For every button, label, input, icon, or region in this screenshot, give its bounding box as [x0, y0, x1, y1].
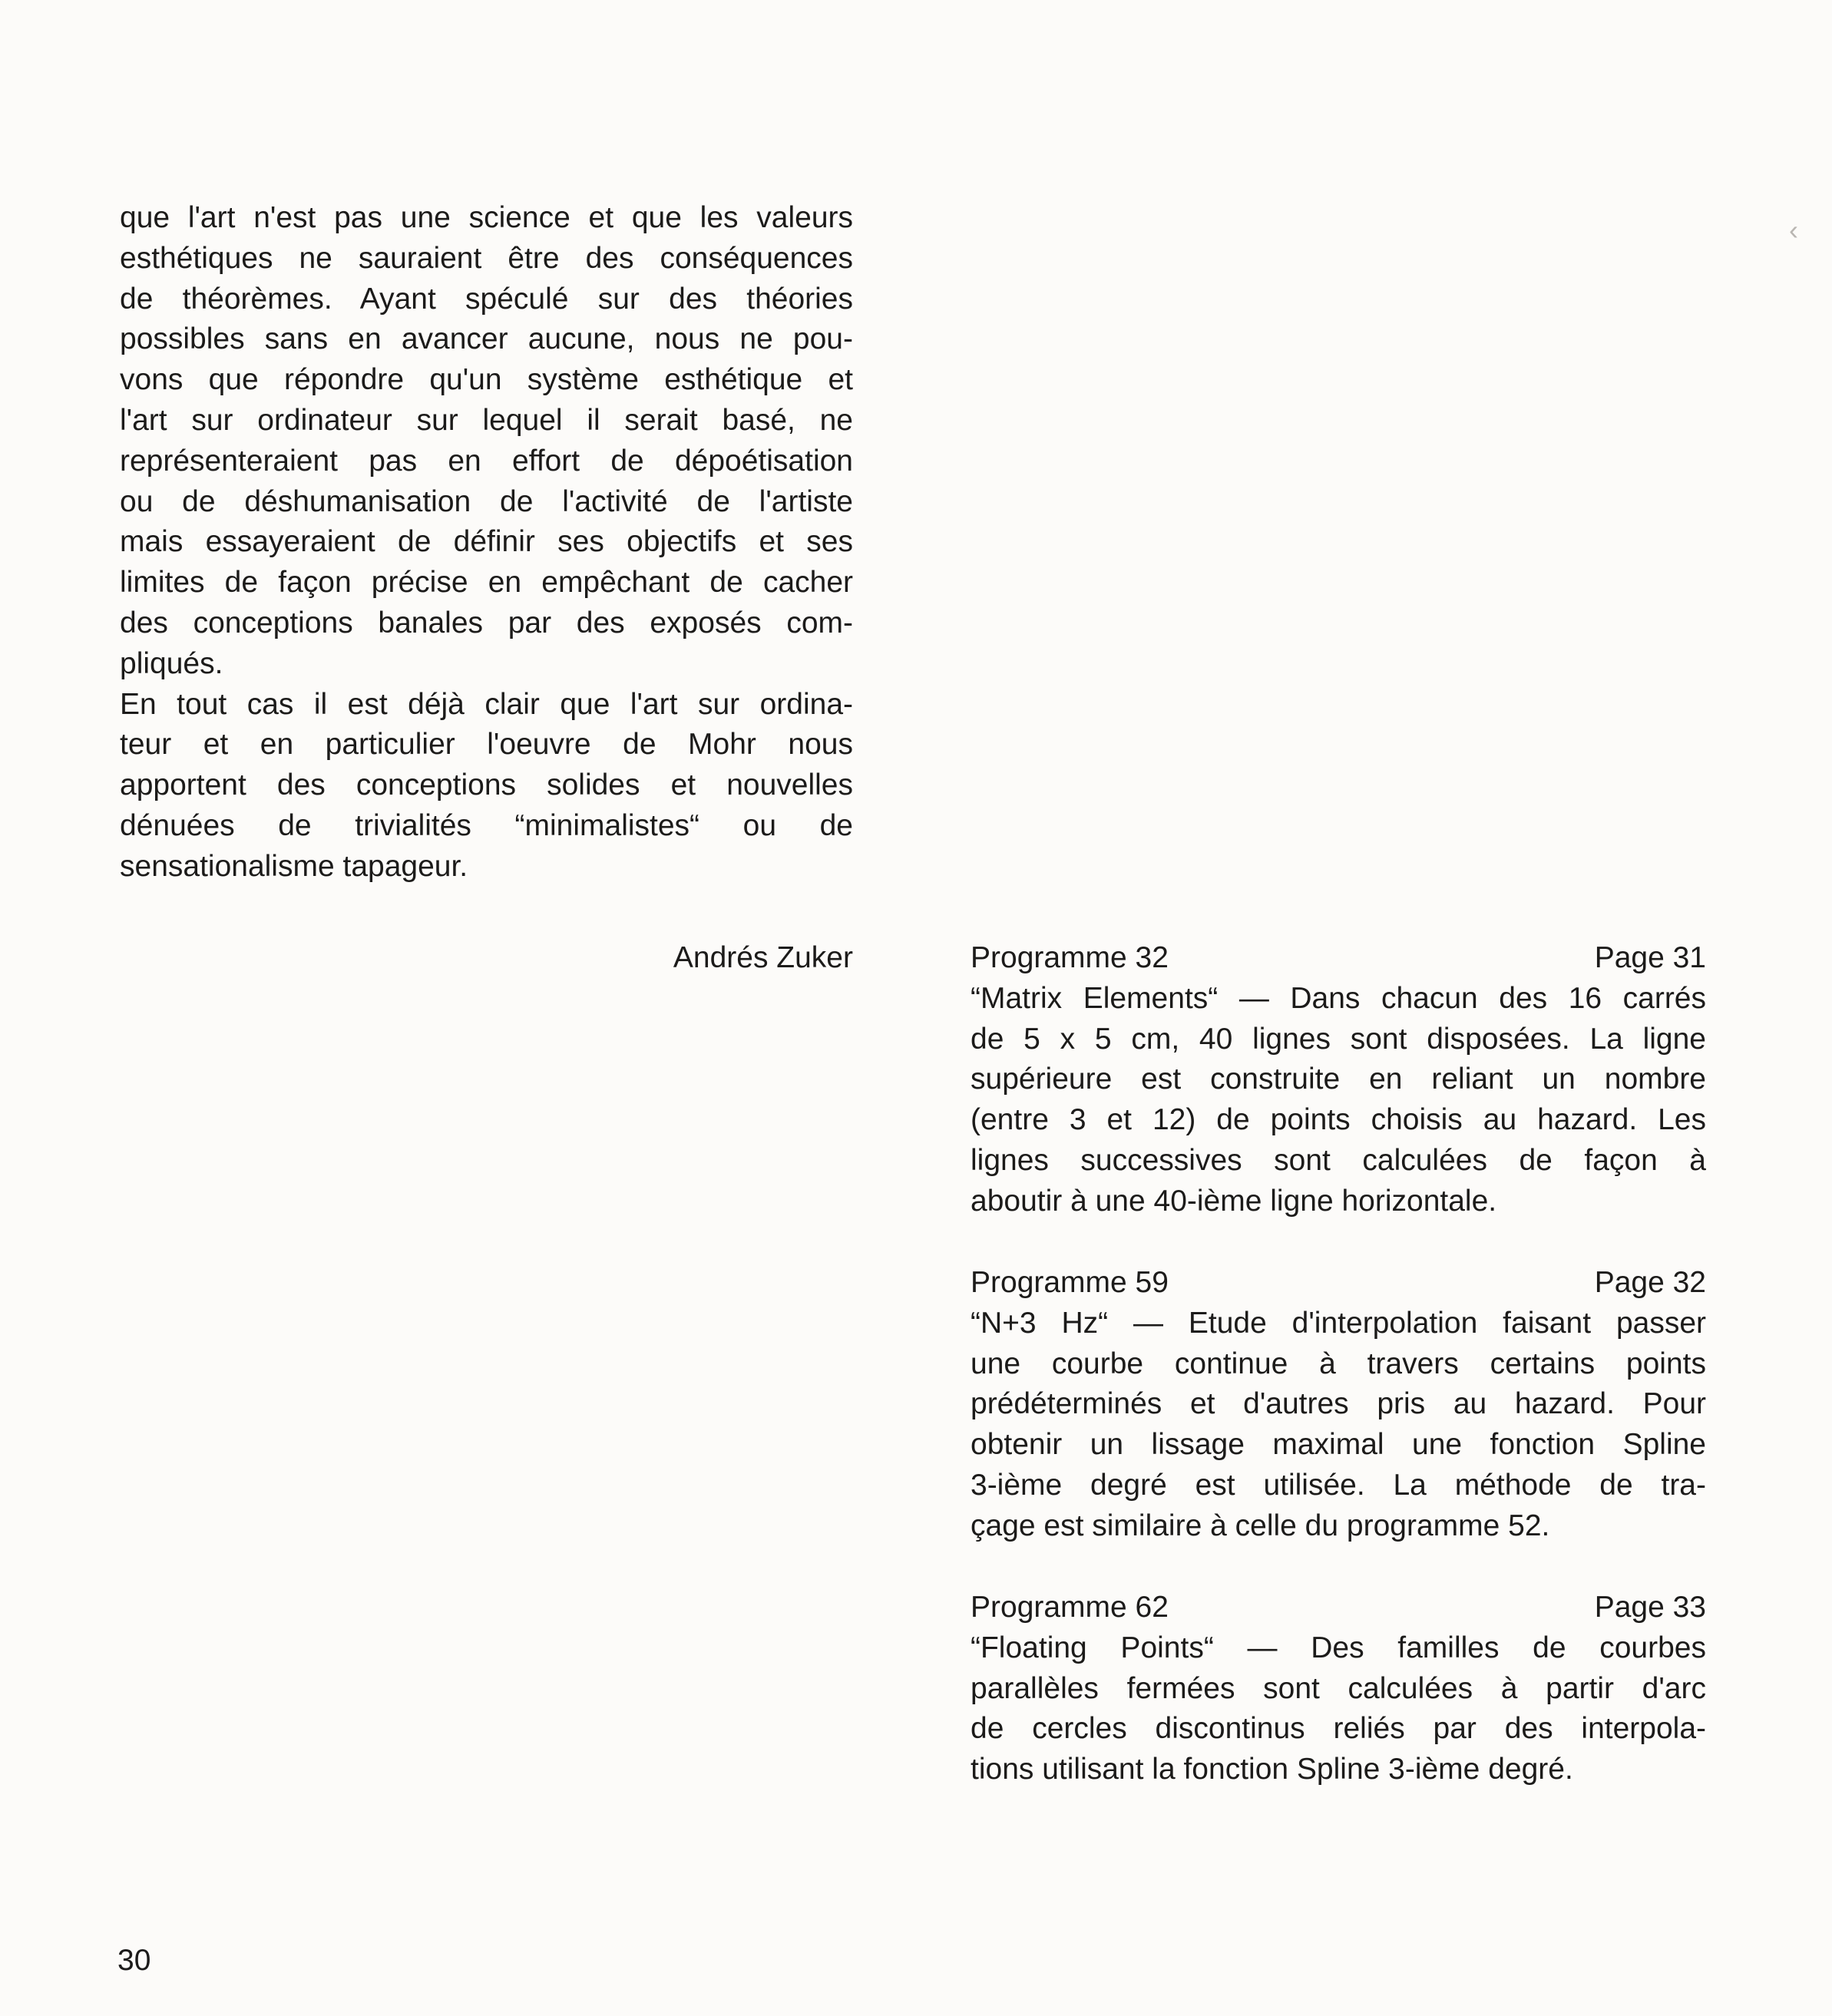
program-description-line: “Floating Points“ — Des familles de courbes — [971, 1631, 1706, 1664]
program-description-line: 3-ième degré est utilisée. La méthode de tra- — [971, 1468, 1706, 1502]
essay-line: vons que répondre qu'un système esthétique et — [120, 363, 853, 397]
program-entry-header — [971, 1588, 1706, 1628]
essay-line: limites de façon précise en empêchant de cacher — [120, 566, 853, 600]
essay-line: pliqués. — [120, 646, 223, 680]
program-description-line: supérieure est construite en reliant un nombre — [971, 1063, 1706, 1096]
author-signature: Andrés Zuker — [673, 941, 853, 974]
essay-line: l'art sur ordinateur sur lequel il serait basé, ne — [120, 403, 853, 437]
essay-text — [120, 198, 853, 887]
program-title: Programme 62 — [971, 1591, 1169, 1624]
essay-line: teur et en particulier l'oeuvre de Mohr nous — [120, 728, 853, 762]
program-entry — [971, 1263, 1706, 1547]
essay-line: de théorèmes. Ayant spéculé sur des théories — [120, 282, 853, 316]
program-entry-header — [971, 938, 1706, 979]
program-entry-header — [971, 1263, 1706, 1304]
essay-line: des conceptions banales par des exposés com- — [120, 606, 853, 640]
essay-line: possibles sans en avancer aucune, nous ne pou- — [120, 322, 853, 356]
essay-line: sensationalisme tapageur. — [120, 849, 468, 883]
program-entry — [971, 1588, 1706, 1790]
essay-line: représenteraient pas en effort de dépoétisation — [120, 444, 853, 478]
program-description-line: une courbe continue à travers certains points — [971, 1347, 1706, 1380]
program-title: Programme 32 — [971, 941, 1169, 974]
program-page-ref: Page 32 — [1594, 1266, 1706, 1299]
program-page-ref: Page 31 — [1594, 941, 1706, 974]
essay-line: dénuées de trivialités “minimalistes“ ou de — [120, 808, 853, 842]
program-description-line: obtenir un lissage maximal une fonction Spline — [971, 1428, 1706, 1462]
essay-line: ou de déshumanisation de l'activité de l'artiste — [120, 484, 853, 518]
program-description-line: tions utilisant la fonction Spline 3-ième degré. — [971, 1753, 1573, 1786]
program-description-line: parallèles fermées sont calculées à partir d'arc — [971, 1671, 1706, 1705]
program-description-line: de cercles discontinus reliés par des interpola- — [971, 1712, 1706, 1746]
program-description-line: “Matrix Elements“ — Dans chacun des 16 carrés — [971, 981, 1706, 1015]
program-description-line: prédéterminés et d'autres pris au hazard. Pour — [971, 1387, 1706, 1421]
program-page-ref: Page 33 — [1594, 1591, 1706, 1624]
scan-mark: ‹ — [1789, 214, 1798, 246]
program-description-line: lignes successives sont calculées de façon à — [971, 1143, 1706, 1177]
essay-line: que l'art n'est pas une science et que les valeurs — [120, 201, 853, 234]
program-description-line: de 5 x 5 cm, 40 lignes sont disposées. La ligne — [971, 1022, 1706, 1056]
program-entry — [971, 938, 1706, 1222]
program-description-line: aboutir à une 40-ième ligne horizontale. — [971, 1184, 1497, 1218]
essay-line: esthétiques ne sauraient être des conséquences — [120, 241, 853, 275]
program-description-line: “N+3 Hz“ — Etude d'interpolation faisant passer — [971, 1306, 1706, 1340]
essay-line: apportent des conceptions solides et nouvelles — [120, 768, 853, 802]
essay-line: mais essayeraient de définir ses objectifs et ses — [120, 525, 853, 559]
essay-line: En tout cas il est déjà clair que l'art sur ordina- — [120, 687, 853, 721]
program-description-line: (entre 3 et 12) de points choisis au hazard. Les — [971, 1103, 1706, 1137]
program-title: Programme 59 — [971, 1266, 1169, 1299]
program-description-line: çage est similaire à celle du programme 52. — [971, 1509, 1550, 1542]
page-number: 30 — [117, 1944, 151, 1977]
